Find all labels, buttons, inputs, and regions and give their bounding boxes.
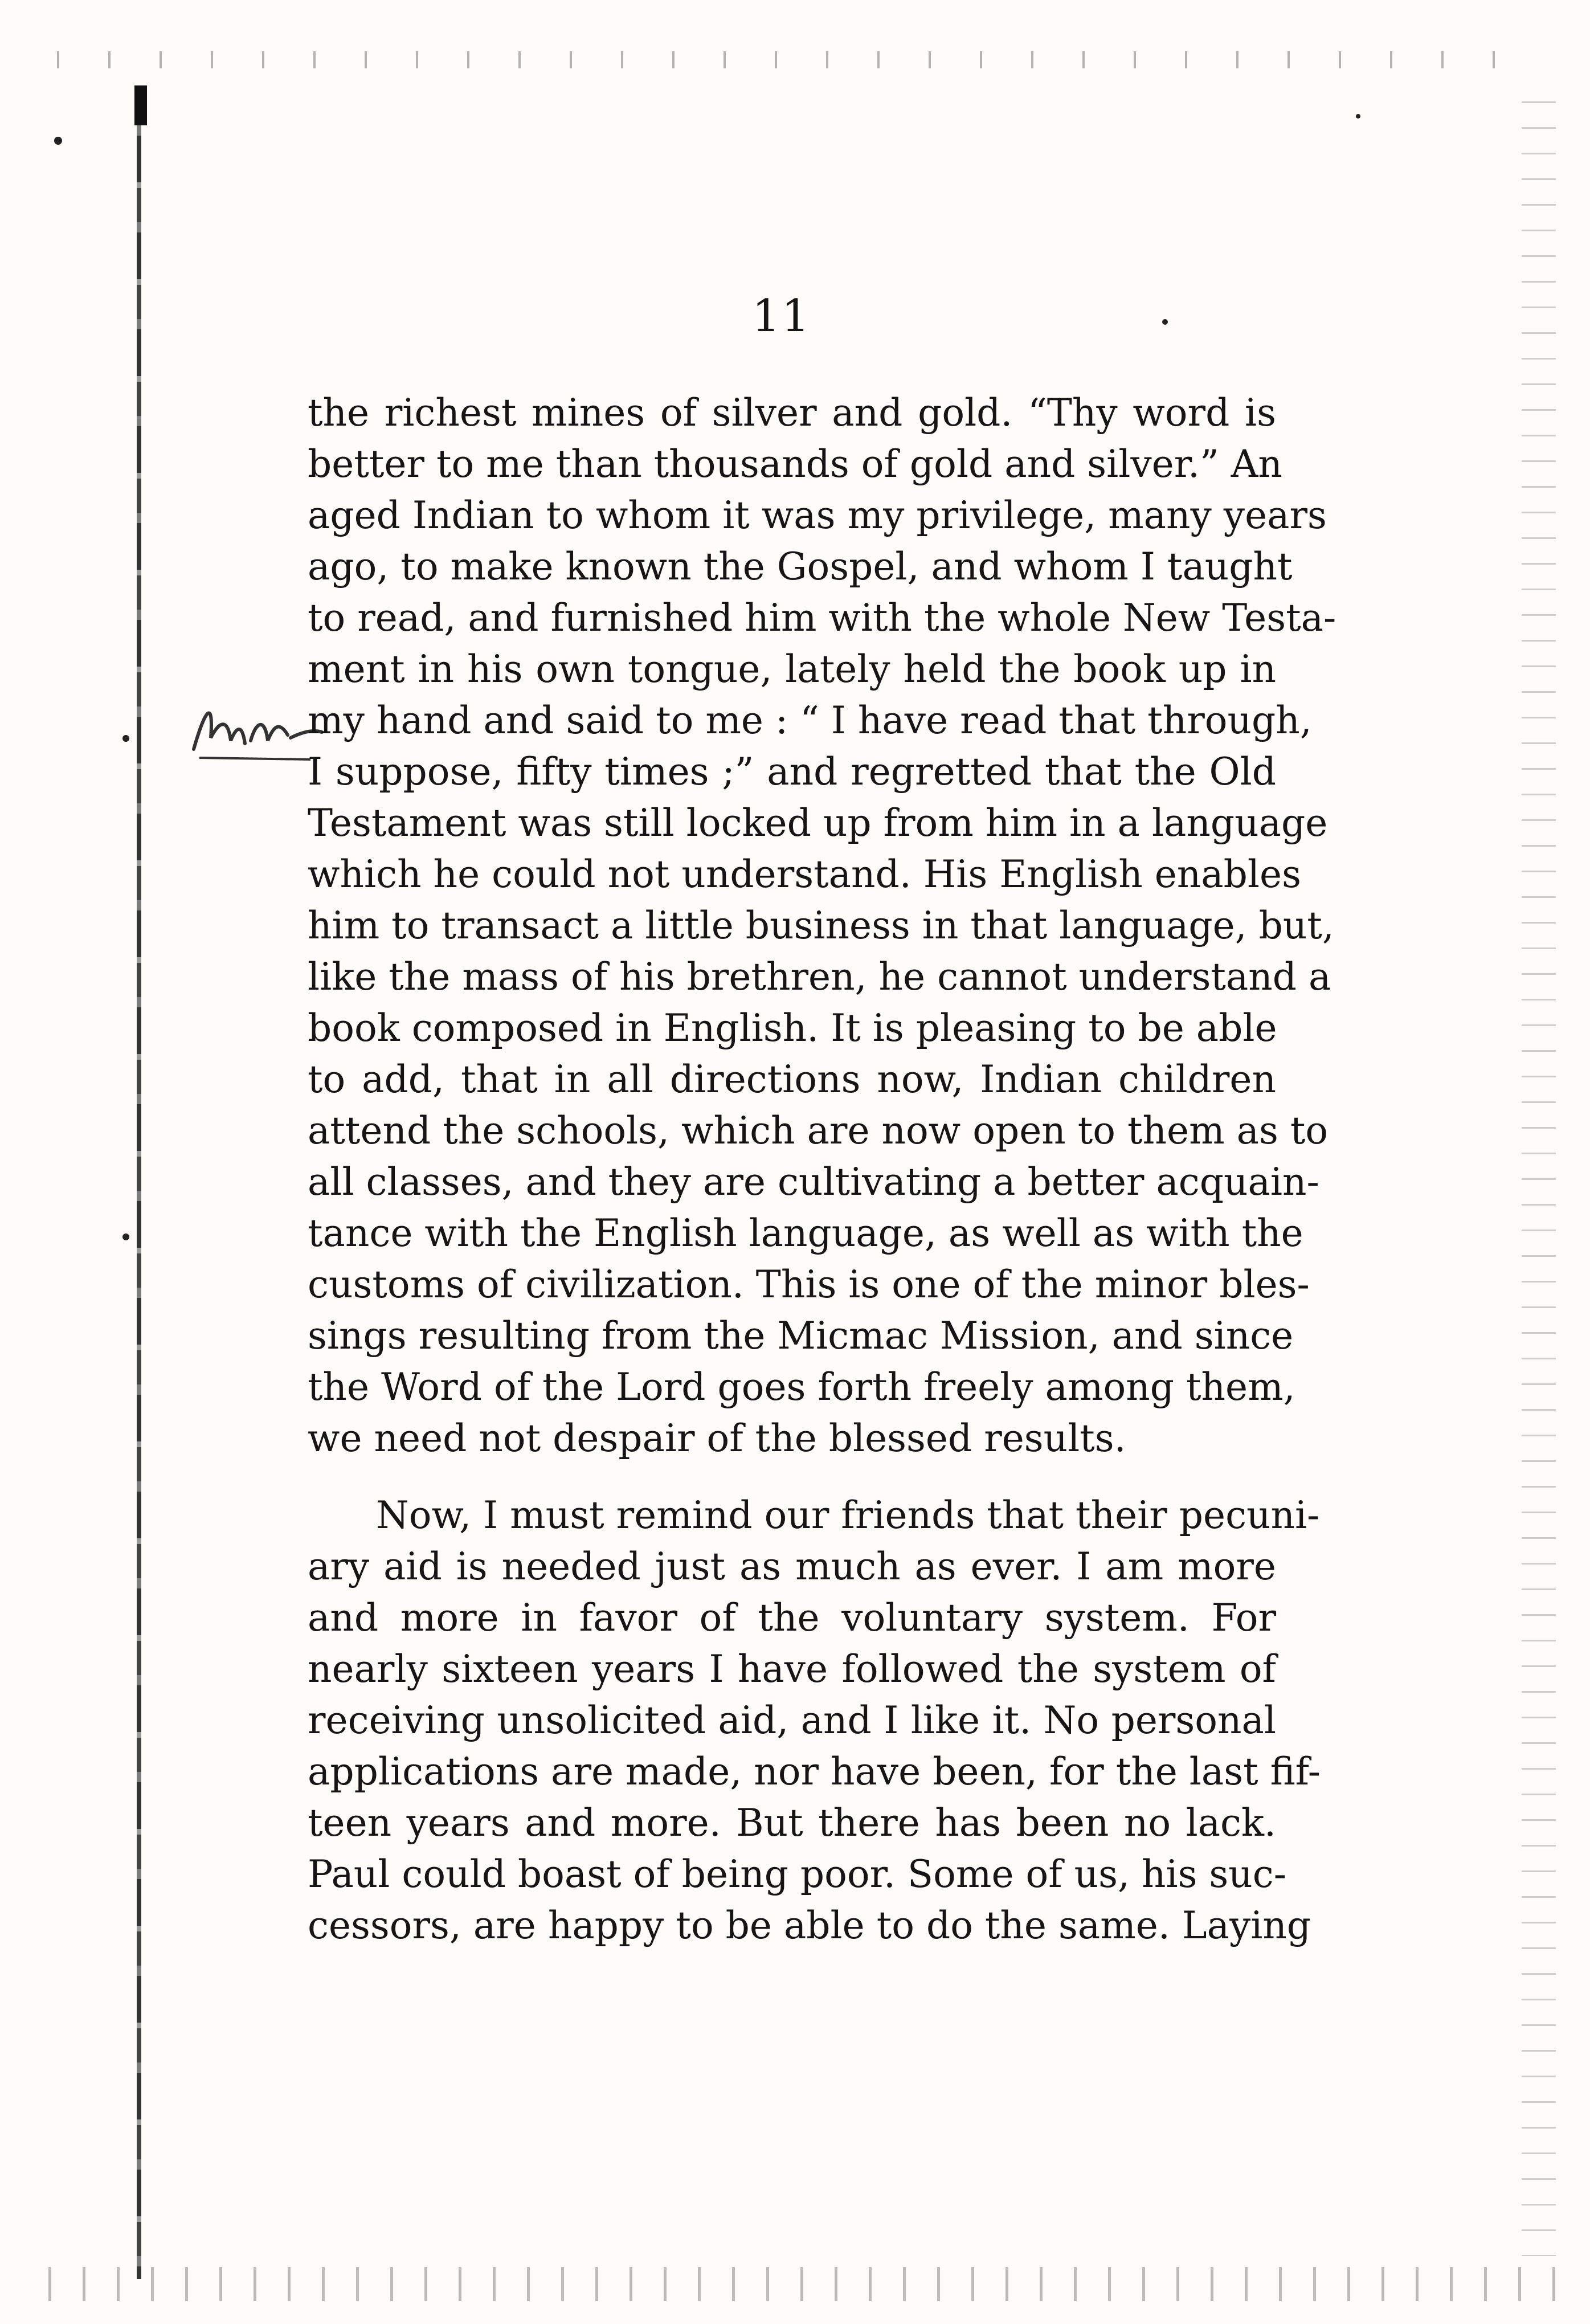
text-line: the richest mines of silver and gold. “Thy word is — [308, 391, 1276, 435]
text-line: which he could not understand. His English enables — [308, 852, 1301, 896]
text-line: ment in his own tongue, lately held the book up in — [308, 647, 1276, 691]
body-text — [308, 387, 1336, 1951]
scan-speck — [122, 735, 129, 742]
text-line: receiving unsolicited aid, and I like it. No personal — [308, 1698, 1276, 1742]
scan-speck — [54, 137, 62, 145]
page-number: 11 — [752, 291, 811, 342]
page-binding-edge — [137, 91, 141, 2279]
text-line: sings resulting from the Micmac Mission, and since — [308, 1314, 1294, 1358]
text-line: I suppose, fifty times ;” and regretted that the Old — [308, 750, 1276, 794]
text-line: applications are made, nor have been, for the last fif- — [308, 1750, 1321, 1794]
text-line: and more in favor of the voluntary system. For — [308, 1596, 1276, 1640]
text-line: Now, I must remind our friends that their pecuni- — [376, 1493, 1320, 1537]
text-line: teen years and more. But there has been no lack. — [308, 1801, 1276, 1845]
text-line: the Word of the Lord goes forth freely among them, — [308, 1365, 1295, 1409]
text-line: book composed in English. It is pleasing to be able — [308, 1006, 1277, 1050]
text-line: ago, to make known the Gospel, and whom I taught — [308, 545, 1293, 589]
page-top-edge — [34, 51, 1527, 68]
page-right-edge — [1522, 91, 1556, 2256]
text-line: all classes, and they are cultivating a better acquain- — [308, 1160, 1319, 1204]
scan-speck — [1356, 114, 1360, 119]
paragraph-2 — [308, 1490, 1321, 1951]
paragraph-1 — [308, 387, 1336, 1464]
text-line: Paul could boast of being poor. Some of us, his suc- — [308, 1852, 1287, 1896]
text-line: customs of civilization. This is one of the minor bles- — [308, 1263, 1310, 1306]
text-line: like the mass of his brethren, he cannot understand a — [308, 955, 1331, 999]
scan-speck — [122, 1234, 129, 1240]
binding-mark — [134, 85, 147, 125]
text-line: to add, that in all directions now, Indian children — [308, 1057, 1276, 1101]
text-line: aged Indian to whom it was my privilege, many years — [308, 493, 1327, 537]
text-line: attend the schools, which are now open to them as to — [308, 1109, 1329, 1153]
text-line: nearly sixteen years I have followed the system of — [308, 1647, 1276, 1691]
text-line: we need not despair of the blessed results. — [308, 1416, 1126, 1460]
text-line: to read, and furnished him with the whole New Testa- — [308, 596, 1336, 640]
text-line: my hand and said to me : “ I have read that through, — [308, 699, 1312, 742]
handwritten-margin-note — [188, 687, 325, 766]
page-bottom-edge — [34, 2267, 1555, 2301]
scan-speck — [1162, 319, 1168, 325]
text-line: him to transact a little business in that language, but, — [308, 904, 1334, 947]
text-line: better to me than thousands of gold and silver.” An — [308, 442, 1282, 486]
text-line: Testament was still locked up from him in a language — [308, 801, 1328, 845]
text-line: ary aid is needed just as much as ever. I am more — [308, 1545, 1276, 1588]
text-line: tance with the English language, as well as with the — [308, 1211, 1303, 1255]
text-line: cessors, are happy to be able to do the same. Laying — [308, 1904, 1311, 1947]
